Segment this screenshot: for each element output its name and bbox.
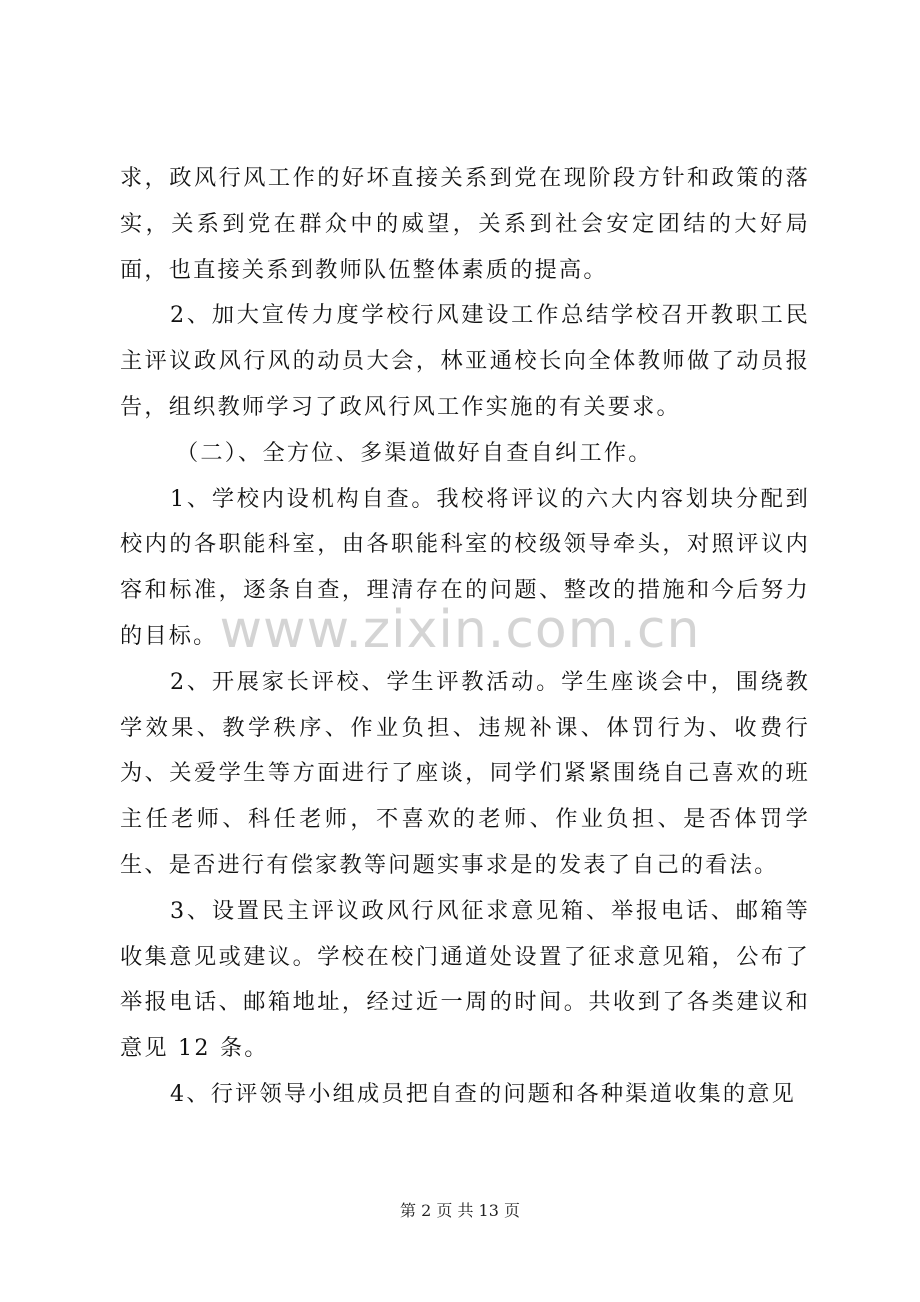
paragraph-item-1-internal-inspection: 1、学校内设机构自查。我校将评议的六大内容划块分配到校内的各职能科室，由各职能科室的校级领导牵头，对照评议内容和标准，逐条自查，理清存在的问题、整改的措施和今后努力的目标。 [120, 485, 810, 649]
watermark: www.zixin.com.cn [219, 600, 701, 660]
paragraph-item-4-leadership-group: 4、行评领导小组成员把自查的问题和各种渠道收集的意见 [170, 1080, 797, 1107]
paragraph-item-2-parent-student-evaluation: 2、开展家长评校、学生评教活动。学生座谈会中，围绕教学效果、教学秩序、作业负担、违规补课、体罚行为、收费行为、关爱学生等方面进行了座谈，同学们紧紧围绕自己喜欢的班主任老师、科任老师，不喜欢的老师、作业负担、是否体罚学生、是否进行有偿家教等问题实事求是的发表了自己的看法。 [120, 668, 810, 878]
paragraph-continuation: 求，政风行风工作的好坏直接关系到党在现阶段方针和政策的落实，关系到党在群众中的威望，关系到社会安定团结的大好局面，也直接关系到教师队伍整体素质的提高。 [120, 165, 810, 283]
section-heading-self-inspection: （二）、全方位、多渠道做好自查自纠工作。 [176, 439, 653, 466]
paragraph-item-2-publicity: 2、加大宣传力度学校行风建设工作总结学校召开教职工民主评议政风行风的动员大会，林亚通校长向全体教师做了动员报告，组织教师学习了政风行风工作实施的有关要求。 [120, 302, 810, 420]
document-body [120, 156, 810, 1118]
page-number-footer: 第 2 页 共 13 页 [400, 1201, 520, 1220]
paragraph-item-3-opinion-box: 3、设置民主评议政风行风征求意见箱、举报电话、邮箱等收集意见或建议。学校在校门通道处设置了征求意见箱，公布了举报电话、邮箱地址，经过近一周的时间。共收到了各类建议和意见 12 条。 [120, 897, 810, 1062]
